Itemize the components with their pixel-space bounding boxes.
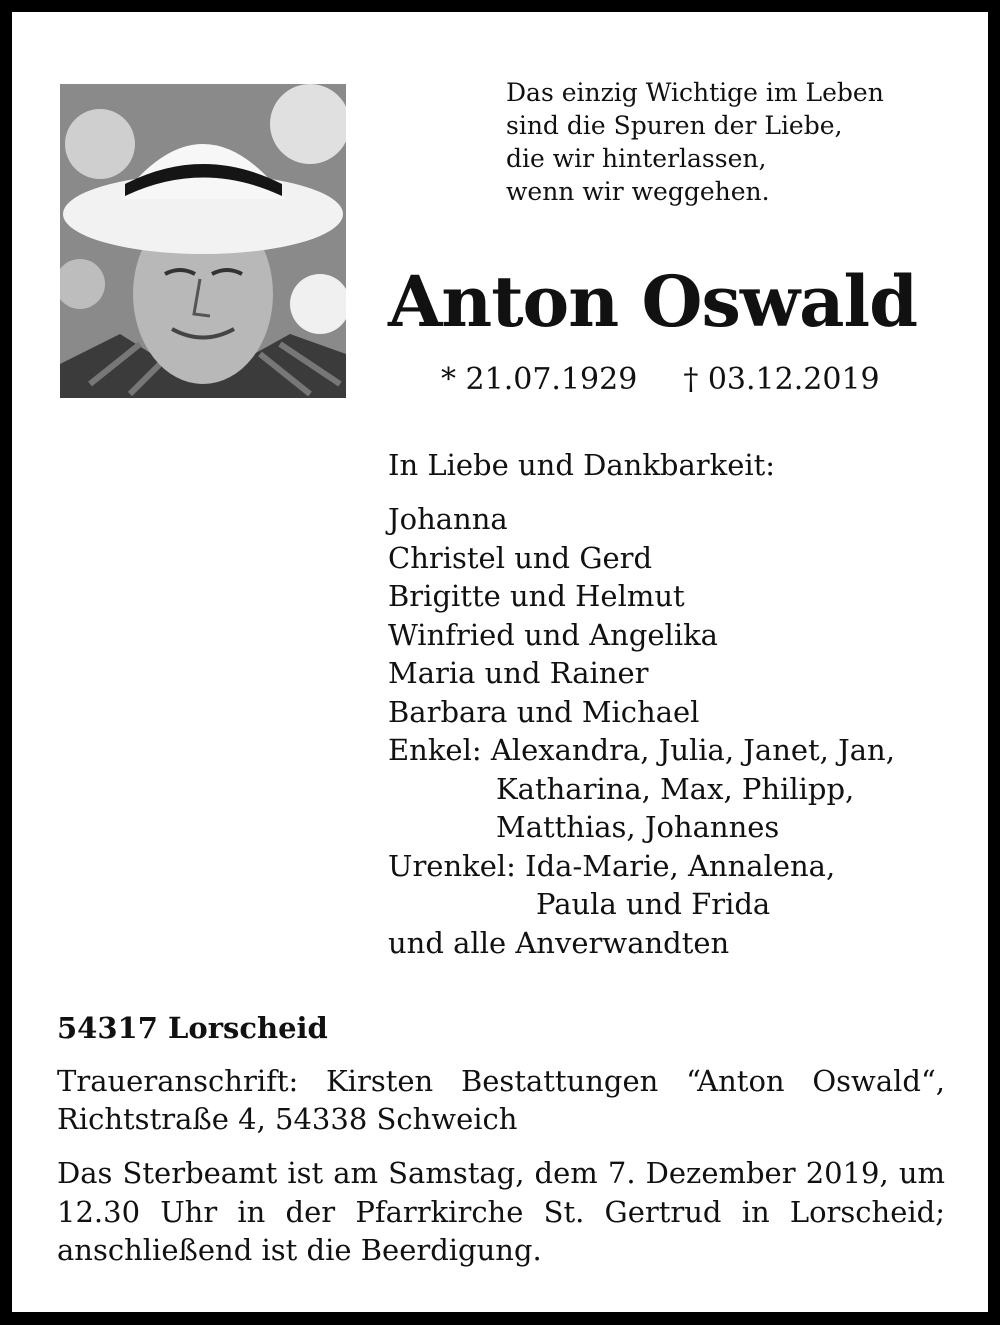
mourning-address: Traueranschrift: Kirsten Bestattungen “Anton Oswald“, Richtstraße 4, 54338 Schweich [57, 1064, 945, 1136]
quote-line: sind die Spuren der Liebe, [506, 111, 843, 140]
deceased-name: Anton Oswald [388, 260, 918, 343]
mourner-line: Katharina, Max, Philipp, [496, 771, 855, 806]
mourner-line: Paula und Frida [536, 887, 771, 921]
thanks-heading: In Liebe und Dankbarkeit: [388, 448, 776, 482]
mourners-list [388, 500, 895, 962]
mourner-line: und alle Anverwandten [388, 925, 730, 960]
death-date: † 03.12.2019 [683, 362, 880, 397]
life-dates [441, 362, 880, 398]
mourner-line: Winfried und Angelika [388, 617, 718, 652]
quote-line: Das einzig Wichtige im Leben [506, 78, 884, 107]
birth-date: * 21.07.1929 [441, 362, 638, 397]
mourner-line: Maria und Rainer [388, 656, 649, 690]
service-info: Das Sterbeamt ist am Samstag, dem 7. Dezember 2019, um 12.30 Uhr in der Pfarrkirche St. Gertrud in Lorscheid; anschließend ist die Beerdigung. [57, 1156, 945, 1267]
portrait-photo [60, 84, 346, 398]
quote-line: die wir hinterlassen, [506, 144, 767, 173]
mourner-line: Johanna [388, 502, 508, 536]
mourner-line: Brigitte und Helmut [388, 579, 685, 613]
memorial-quote [506, 76, 884, 208]
mourner-line: Matthias, Johannes [496, 810, 780, 844]
mourner-line: Enkel: Alexandra, Julia, Janet, Jan, [388, 733, 895, 767]
quote-line: wenn wir weggehen. [506, 177, 770, 206]
mourner-line: Barbara und Michael [388, 694, 700, 729]
mourner-line: Urenkel: Ida-Marie, Annalena, [388, 848, 836, 883]
mourner-line: Christel und Gerd [388, 540, 653, 575]
place-heading: 54317 Lorscheid [57, 1011, 328, 1045]
